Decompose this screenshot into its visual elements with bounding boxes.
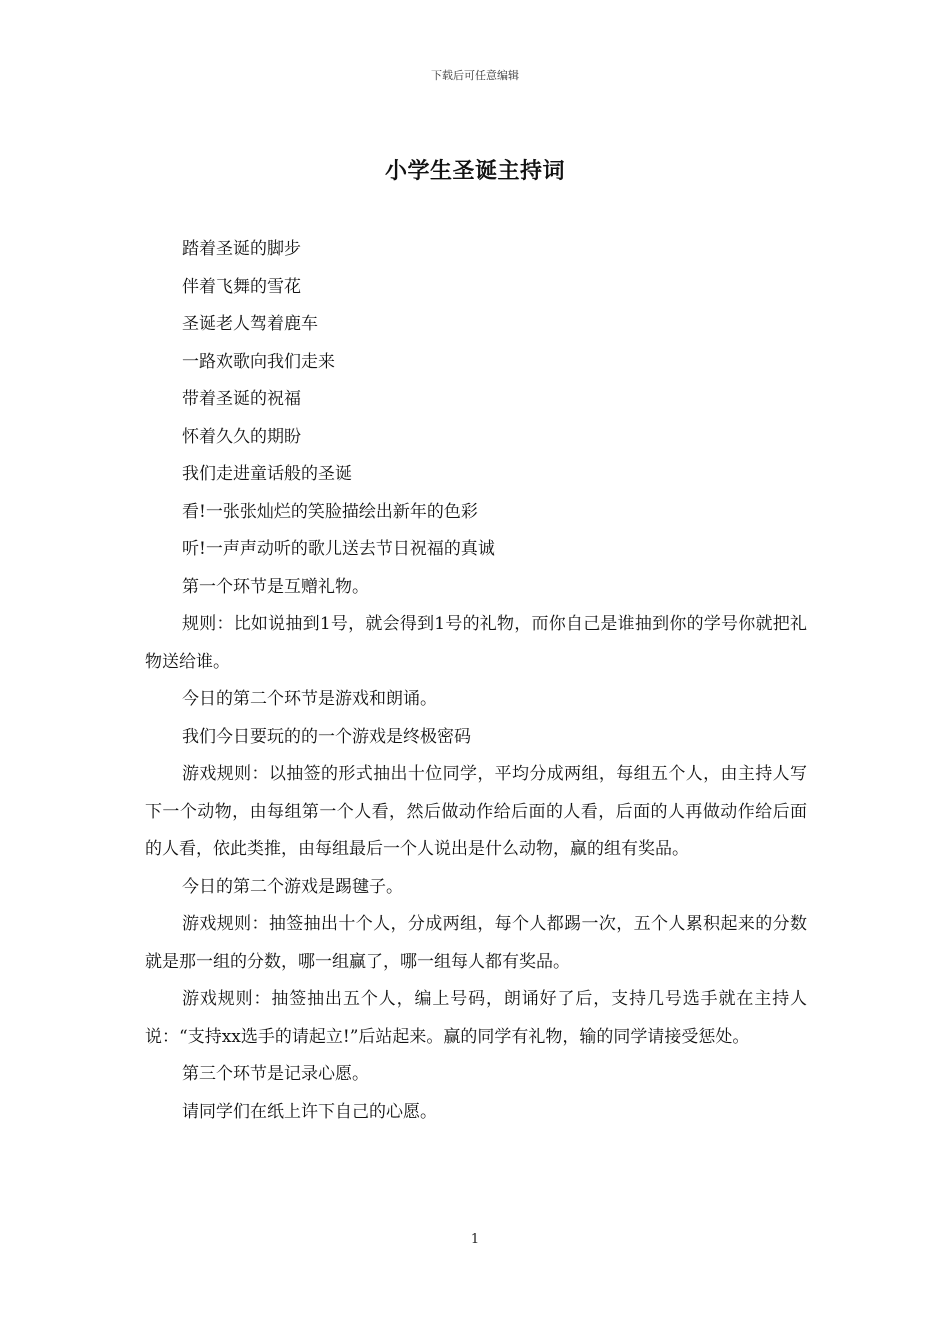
paragraph: 看!一张张灿烂的笑脸描绘出新年的色彩 [182,501,478,522]
paragraph: 第三个环节是记录心愿。 [182,1064,369,1084]
paragraph: 听!一声声动听的歌儿送去节日祝福的真诚 [182,539,495,559]
paragraph: 我们走进童话般的圣诞 [182,464,352,484]
paragraph: 请同学们在纸上许下自己的心愿。 [182,1101,437,1122]
paragraph: 游戏规则：以抽签的形式抽出十位同学，平均分成两组，每组五个人，由主持人写下一个动物，由每组第一个人看，然后做动作给后面的人看，后面的人再做动作给后面的人看，依此类推，由每组最后一个人说出是什么动物，赢的组有奖品。 [145,764,807,859]
paragraph: 怀着久久的期盼 [182,426,301,447]
paragraph: 游戏规则：抽签抽出五个人，编上号码，朗诵好了后，支持几号选手就在主持人说：“支持xx选手的请起立!”后站起来。赢的同学有礼物，输的同学请接受惩处。 [145,989,807,1047]
paragraph: 规则：比如说抽到1号，就会得到1号的礼物，而你自己是谁抽到你的学号你就把礼物送给谁。 [145,614,807,672]
paragraph: 游戏规则：抽签抽出十个人，分成两组，每个人都踢一次，五个人累积起来的分数就是那一组的分数，哪一组赢了，哪一组每人都有奖品。 [145,914,807,972]
paragraph: 踏着圣诞的脚步 [182,239,301,259]
paragraph: 我们今日要玩的的一个游戏是终极密码 [182,726,471,747]
paragraph: 今日的第二个环节是游戏和朗诵。 [182,689,437,709]
document-title: 小学生圣诞主持词 [384,158,565,184]
page-number: 1 [470,1232,480,1247]
paragraph: 一路欢歌向我们走来 [182,351,335,372]
paragraph: 今日的第二个游戏是踢毽子。 [182,876,403,897]
paragraph: 第一个环节是互赠礼物。 [182,576,369,597]
paragraph: 带着圣诞的祝福 [182,389,301,409]
paragraph: 圣诞老人驾着鹿车 [182,314,318,334]
paragraph: 伴着飞舞的雪花 [182,276,301,297]
document-body [145,231,807,1131]
header-note: 下载后可任意编辑 [431,69,519,82]
